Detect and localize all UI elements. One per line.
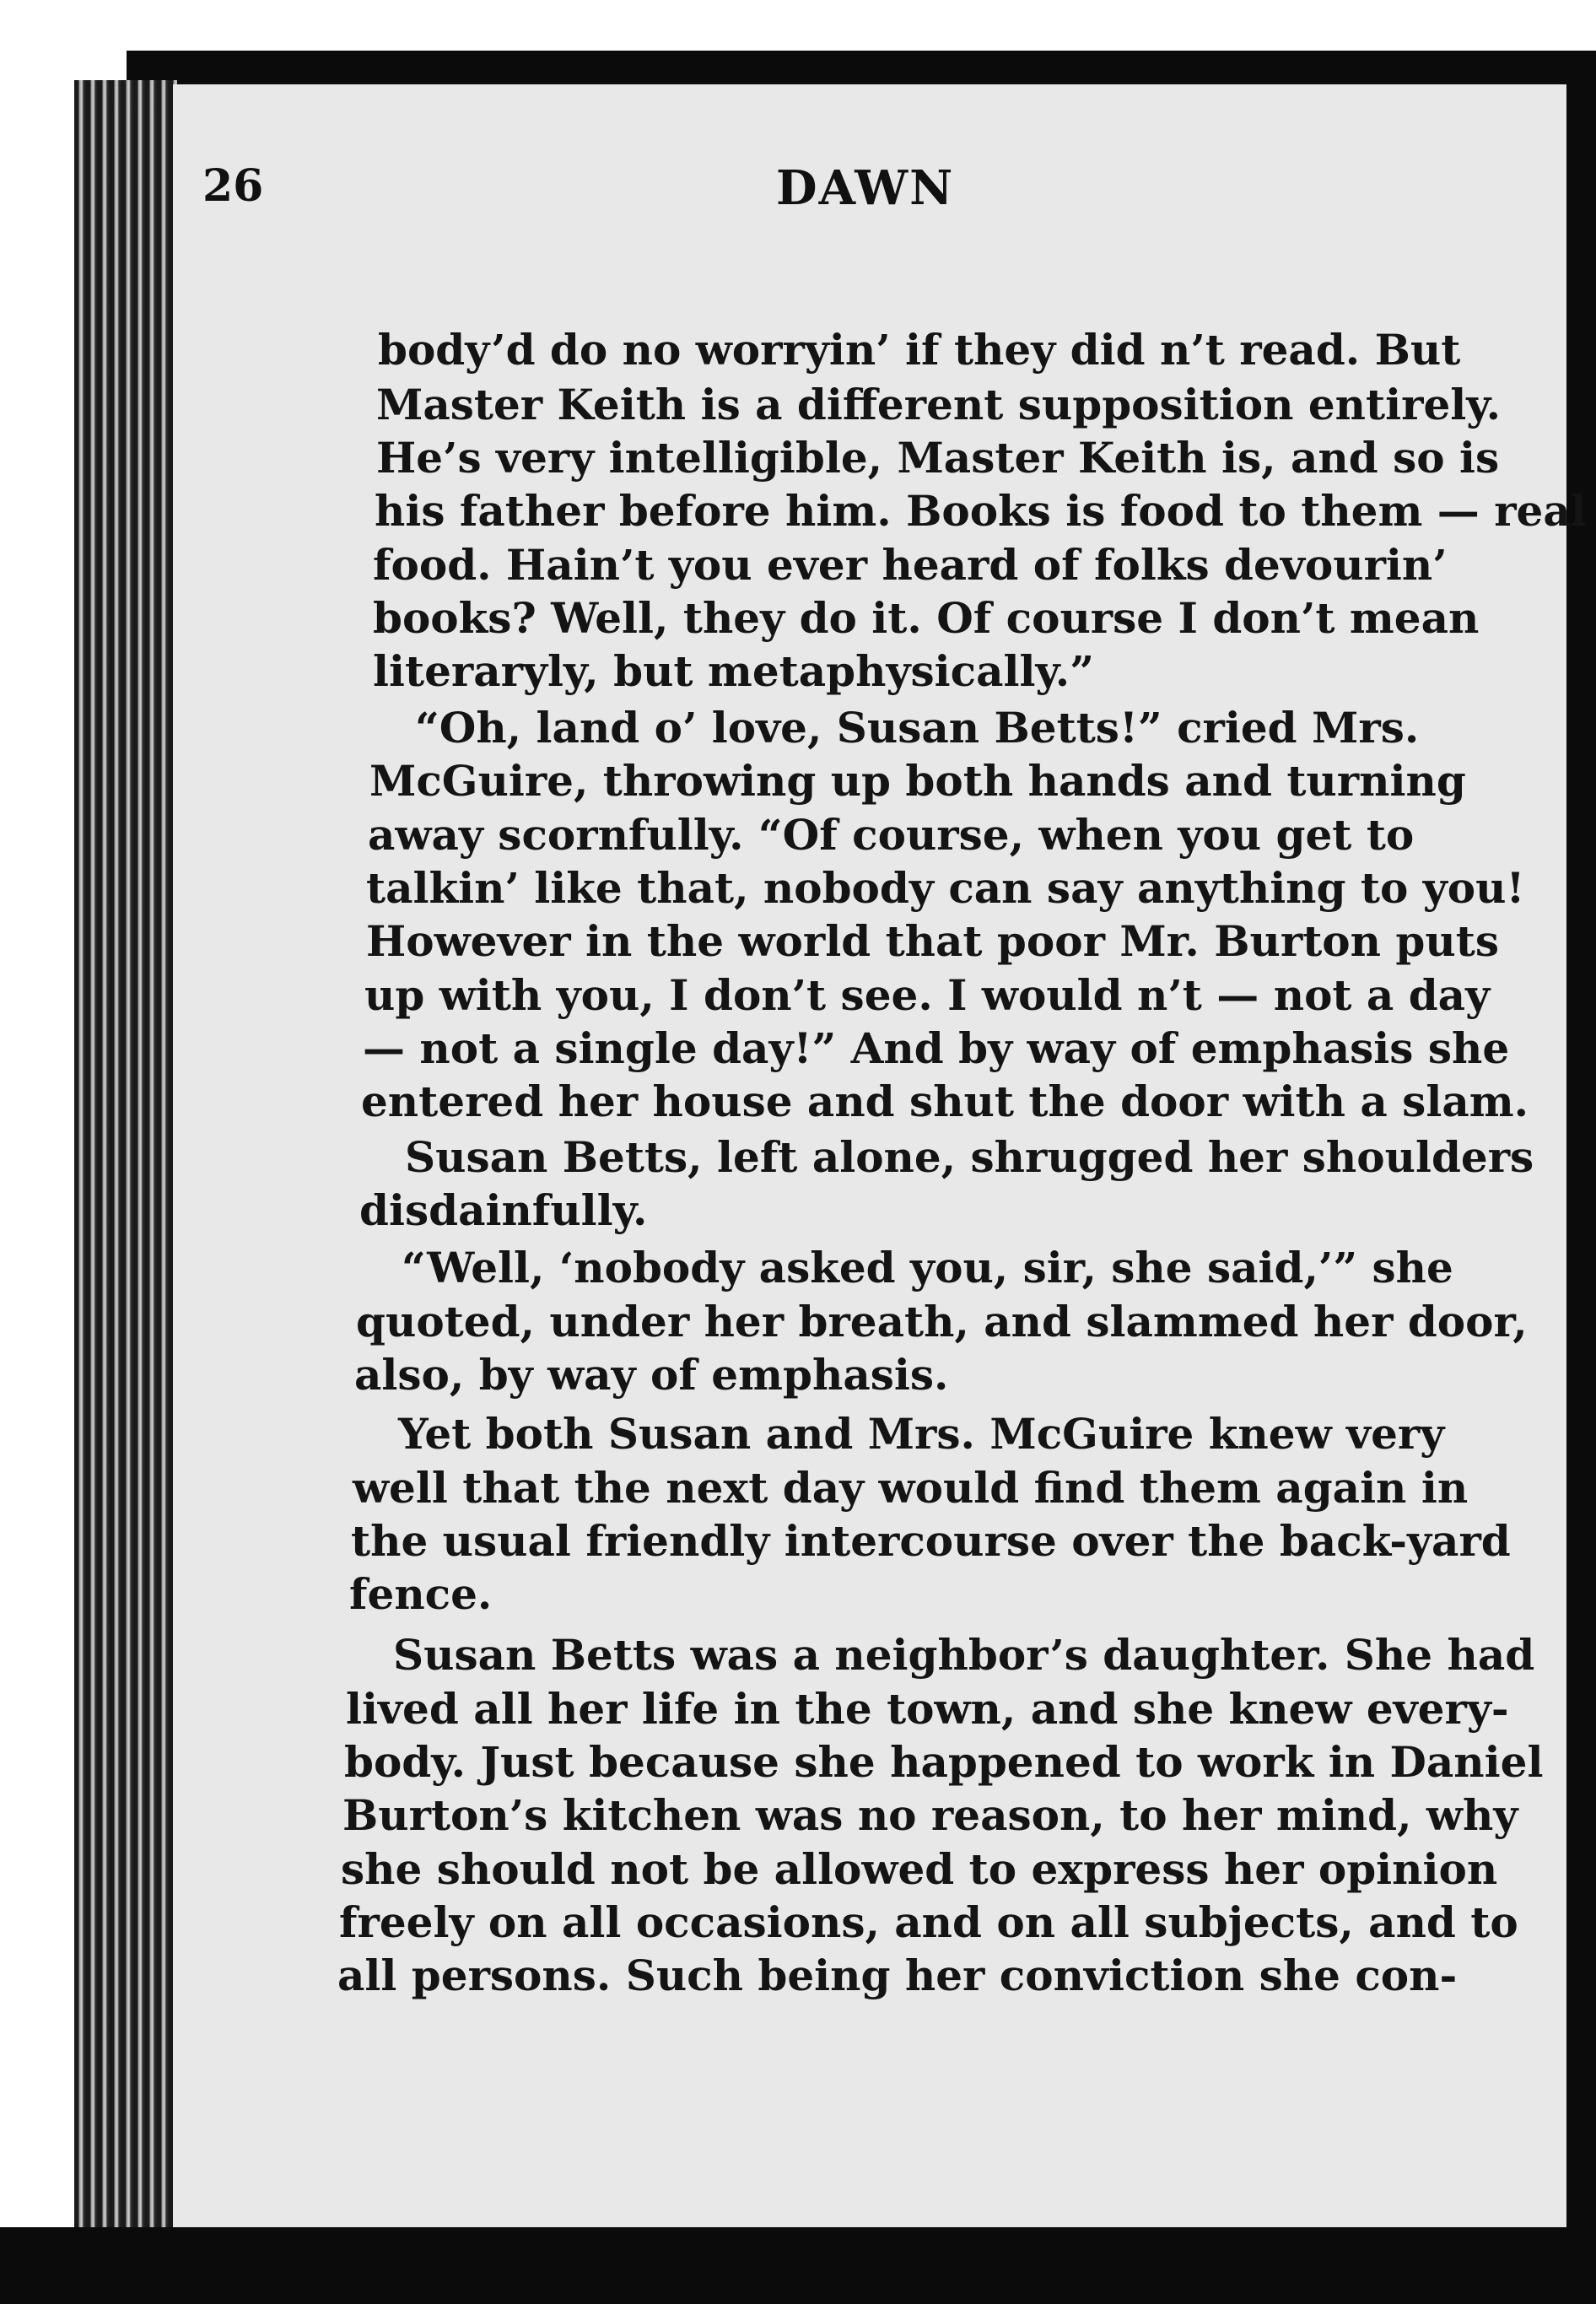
text-line: his father before him. Books is food to them — real xyxy=(375,486,1587,536)
text-line: “Well, ‘nobody asked you, sir, she said,’” she xyxy=(402,1243,1453,1292)
page-number: 26 xyxy=(202,160,264,212)
text-line: literaryly, but metaphysically.” xyxy=(373,646,1094,696)
text-line: Master Keith is a different supposition entirely. xyxy=(376,380,1501,429)
text-line: “Oh, land o’ love, Susan Betts!” cried Mrs. xyxy=(415,703,1420,753)
text-line: body’d do no worryin’ if they did n’t read. But xyxy=(378,325,1461,375)
text-line: body. Just because she happened to work in Daniel xyxy=(344,1737,1544,1787)
text-line: Burton’s kitchen was no reason, to her mind, why xyxy=(342,1790,1518,1840)
text-line: talkin’ like that, nobody can say anything to you! xyxy=(366,863,1525,913)
text-line: lived all her life in the town, and she knew every- xyxy=(346,1684,1509,1734)
text-line: However in the world that poor Mr. Burton puts xyxy=(366,916,1499,966)
text-line: He’s very intelligible, Master Keith is, and so is xyxy=(376,433,1500,483)
text-line: also, by way of emphasis. xyxy=(354,1350,949,1400)
text-line: Susan Betts, left alone, shrugged her shoulders xyxy=(405,1132,1534,1182)
text-line: away scornfully. “Of course, when you get to xyxy=(368,810,1415,860)
text-line: fence. xyxy=(349,1569,493,1619)
text-line: McGuire, throwing up both hands and turning xyxy=(369,756,1466,806)
running-title: DAWN xyxy=(776,160,955,216)
text-line: disdainfully. xyxy=(359,1185,648,1235)
text-line: Yet both Susan and Mrs. McGuire knew very xyxy=(398,1409,1445,1459)
text-line: the usual friendly intercourse over the back-yard xyxy=(351,1516,1511,1566)
text-line: she should not be allowed to express her opinion xyxy=(341,1844,1498,1894)
text-line: — not a single day!” And by way of emphasis she xyxy=(363,1023,1510,1073)
text-line: well that the next day would find them again in xyxy=(353,1463,1469,1513)
text-line: entered her house and shut the door with a slam. xyxy=(361,1076,1529,1126)
text-line: all persons. Such being her conviction she con- xyxy=(337,1951,1458,2000)
text-line: Susan Betts was a neighbor’s daughter. She had xyxy=(393,1630,1535,1680)
text-line: food. Hain’t you ever heard of folks devourin’ xyxy=(373,540,1448,590)
text-line: quoted, under her breath, and slammed her door, xyxy=(356,1297,1528,1346)
text-line: books? Well, they do it. Of course I don’t mean xyxy=(373,593,1480,643)
text-line: up with you, I don’t see. I would n’t — not a day xyxy=(364,970,1491,1020)
text-line: freely on all occasions, and on all subjects, and to xyxy=(339,1897,1518,1947)
